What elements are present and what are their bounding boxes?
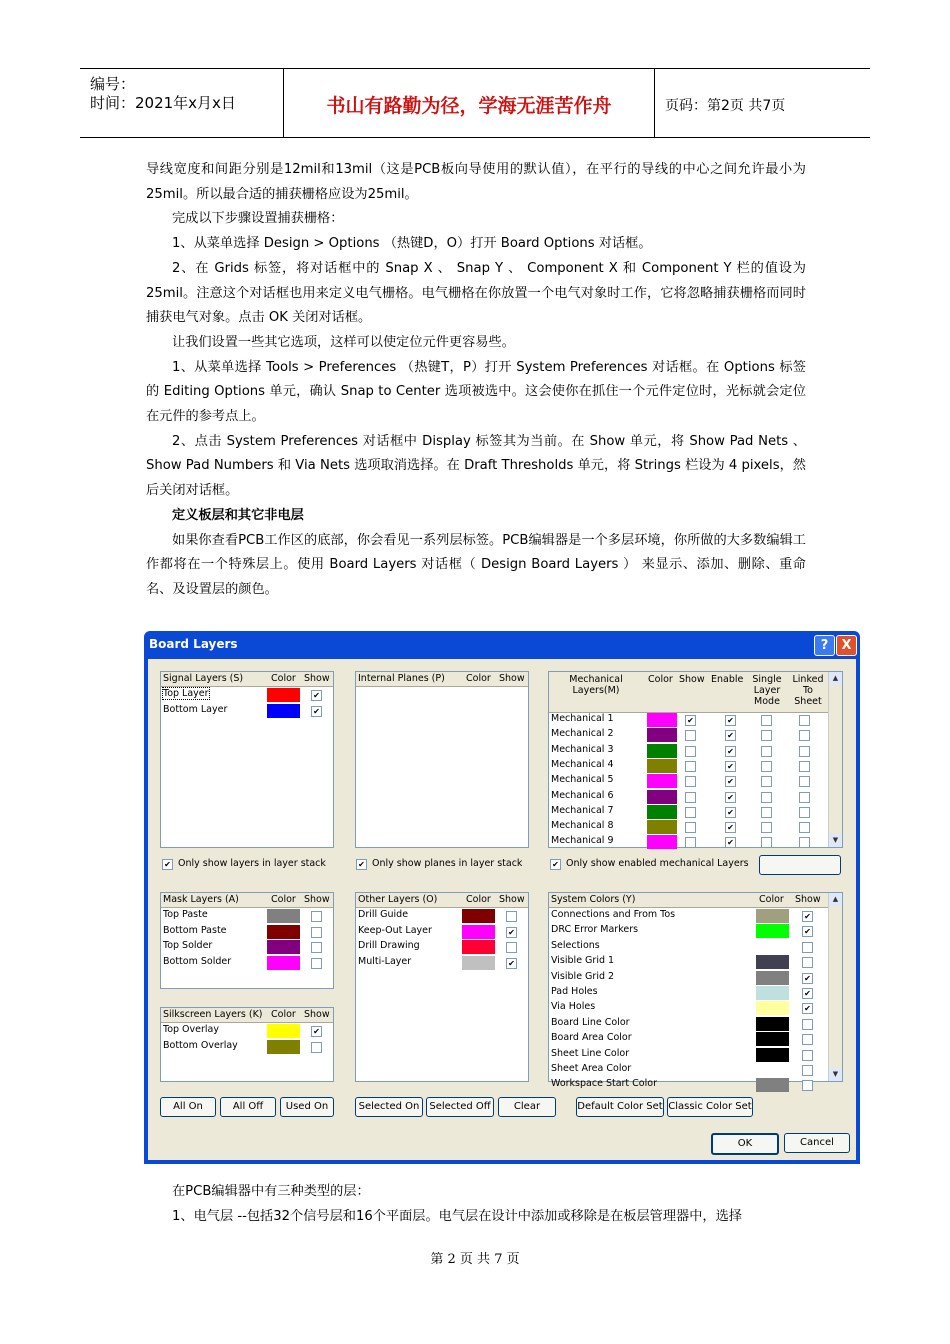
enable-checkbox[interactable]: ✔ — [725, 730, 736, 741]
silkscreen-layers-panel — [160, 1007, 334, 1082]
color-swatch[interactable] — [756, 971, 789, 985]
system-colors-panel — [548, 892, 843, 1090]
enable-checkbox[interactable]: ✔ — [725, 761, 736, 772]
dialog-titlebar — [144, 631, 860, 659]
layer-name: Mechanical 5 — [551, 774, 614, 786]
single-layer-checkbox[interactable] — [761, 776, 772, 787]
dialog-body — [148, 659, 856, 1160]
color-swatch[interactable] — [267, 940, 300, 954]
layer-name: Bottom Solder — [163, 955, 232, 967]
show-checkbox[interactable]: ✔ — [311, 690, 322, 701]
layer-name: Top Overlay — [163, 1024, 219, 1035]
color-swatch[interactable] — [756, 1001, 789, 1015]
color-swatch[interactable] — [756, 924, 789, 938]
show-checkbox[interactable]: ✔ — [311, 706, 322, 717]
linked-sheet-checkbox[interactable] — [799, 746, 810, 757]
show-checkbox[interactable] — [311, 958, 322, 969]
internal-planes-panel — [355, 671, 529, 848]
linked-sheet-checkbox[interactable] — [799, 807, 810, 818]
layer-name: Workspace Start Color — [551, 1078, 657, 1090]
column-header: Show — [304, 1009, 330, 1020]
clear-button[interactable]: Clear — [498, 1097, 556, 1117]
option-label: Only show planes in layer stack — [372, 858, 523, 869]
page-header — [80, 68, 870, 138]
show-checkbox[interactable]: ✔ — [506, 927, 517, 938]
header-left-cell — [80, 69, 284, 137]
layer-name: Sheet Area Color — [551, 1063, 632, 1074]
color-swatch[interactable] — [756, 940, 789, 954]
layer-name: Drill Drawing — [358, 940, 420, 951]
show-checkbox[interactable] — [311, 911, 322, 922]
selected-on-button[interactable]: Selected On — [355, 1097, 423, 1117]
all-off-button[interactable]: All Off — [220, 1097, 276, 1117]
layer-name: Visible Grid 2 — [551, 970, 615, 982]
linked-sheet-checkbox[interactable] — [799, 776, 810, 787]
color-swatch[interactable] — [756, 1048, 789, 1062]
layer-name: Pad Holes — [551, 986, 598, 997]
enable-checkbox[interactable]: ✔ — [725, 715, 736, 726]
color-swatch[interactable] — [267, 704, 300, 718]
scroll-down-icon[interactable]: ▼ — [829, 1068, 842, 1081]
only-show-layers-option[interactable] — [162, 858, 342, 872]
layer-name: Mechanical 6 — [551, 789, 614, 801]
linked-sheet-checkbox[interactable] — [799, 761, 810, 772]
linked-sheet-checkbox[interactable] — [799, 792, 810, 803]
layer-name: Selections — [551, 939, 600, 951]
other-layers-panel — [355, 892, 529, 1082]
color-swatch[interactable] — [267, 688, 300, 702]
color-swatch[interactable] — [267, 925, 300, 939]
default-color-set-button[interactable]: Default Color Set — [576, 1097, 664, 1117]
header-motto: 书山有路勤为径，学海无涯苦作舟 — [326, 95, 612, 117]
linked-sheet-checkbox[interactable] — [799, 837, 810, 848]
header-right-cell — [655, 69, 870, 137]
enable-checkbox[interactable]: ✔ — [725, 807, 736, 818]
show-checkbox[interactable] — [685, 730, 696, 741]
column-header: Single Layer Mode — [752, 674, 782, 707]
color-swatch[interactable] — [267, 956, 300, 970]
layer-name: Top Paste — [163, 909, 208, 920]
paragraph: 1、从菜单选择 Tools > Preferences （热键T，P）打开 System Preferences 对话框。在 Options 标签的 Editing Options 单元，确认 Snap to Center 选项被选中。这会使你在抓住一个元件定位时，光标就会定位在元件的参考点上。 — [146, 359, 806, 425]
table-header — [161, 672, 333, 687]
color-swatch[interactable] — [756, 1017, 789, 1031]
signal-layers-panel — [160, 671, 334, 848]
color-swatch[interactable] — [756, 955, 789, 969]
layer-name: Mechanical 4 — [551, 758, 614, 770]
option-label: Only show enabled mechanical Layers — [566, 858, 749, 869]
single-layer-checkbox[interactable] — [761, 792, 772, 803]
column-header: Color — [466, 894, 491, 905]
linked-sheet-checkbox[interactable] — [799, 715, 810, 726]
column-header: Silkscreen Layers (K) — [163, 1009, 263, 1020]
color-swatch[interactable] — [756, 1032, 789, 1046]
ok-button[interactable]: OK — [711, 1133, 779, 1155]
color-swatch[interactable] — [647, 790, 677, 804]
enable-checkbox[interactable]: ✔ — [725, 746, 736, 757]
single-layer-checkbox[interactable] — [761, 807, 772, 818]
color-swatch[interactable] — [462, 909, 495, 923]
show-checkbox[interactable] — [685, 746, 696, 757]
layer-name: Via Holes — [551, 1001, 596, 1013]
color-swatch[interactable] — [647, 744, 677, 758]
column-header: Show — [795, 894, 821, 905]
single-layer-checkbox[interactable] — [761, 730, 772, 741]
color-swatch[interactable] — [647, 759, 677, 773]
layer-name: Board Line Color — [551, 1016, 630, 1028]
linked-sheet-checkbox[interactable] — [799, 822, 810, 833]
column-header: Mask Layers (A) — [163, 894, 239, 905]
date-label: 时间：2021年x月x日 — [90, 94, 236, 112]
scrollbar[interactable] — [828, 672, 842, 847]
color-swatch[interactable] — [647, 820, 677, 834]
layer-name: Mechanical 9 — [551, 835, 614, 847]
color-swatch[interactable] — [756, 1078, 789, 1092]
show-checkbox[interactable]: ✔ — [685, 715, 696, 726]
section-heading: 定义板层和其它非电层 — [172, 507, 304, 523]
scroll-up-icon[interactable]: ▲ — [829, 893, 842, 906]
color-swatch[interactable] — [462, 925, 495, 939]
show-checkbox[interactable]: ✔ — [802, 988, 813, 999]
layer-name: Keep-Out Layer — [358, 924, 432, 936]
layer-name: Mechanical 8 — [551, 820, 614, 832]
column-header: Other Layers (O) — [358, 894, 438, 905]
show-checkbox[interactable] — [802, 1034, 813, 1045]
paragraph: 如果你查看PCB工作区的底部，你会看见一系列层标签。PCB编辑器是一个多层环境，你所做的大多数编辑工作都将在一个特殊层上。使用 Board Layers 对话框（ Design Board Layers ） 来显示、添加、删除、重命名、及设置层的颜色。 — [146, 532, 806, 597]
show-checkbox[interactable] — [802, 1065, 813, 1076]
layer-name: Connections and From Tos — [551, 909, 676, 920]
paragraph: 导线宽度和间距分别是12mil和13mil（这是PCB板向导使用的默认值），在平行的导线的中心之间允许最小为25mil。所以最合适的捕获栅格应设为25mil。 — [146, 162, 806, 202]
column-header: Color — [271, 1009, 296, 1020]
layer-name: Multi-Layer — [358, 955, 412, 967]
page-number-label: 页码：第2页 共7页 — [665, 98, 786, 114]
show-checkbox[interactable] — [802, 957, 813, 968]
table-header — [161, 1008, 333, 1023]
linked-sheet-checkbox[interactable] — [799, 730, 810, 741]
used-on-button[interactable]: Used On — [280, 1097, 334, 1117]
paragraph: 2、点击 System Preferences 对话框中 Display 标签其为当前。在 Show 单元，将 Show Pad Nets 、 Show Pad Numbers 和 Via Nets 选项取消选择。在 Draft Thresholds 单元，将 Strings 栏设为 4 pixels，然后关闭对话框。 — [146, 433, 806, 499]
column-header: Show — [499, 673, 525, 684]
single-layer-checkbox[interactable] — [761, 746, 772, 757]
paragraph: 1、从菜单选择 Design > Options （热键D，O）打开 Board Options 对话框。 — [172, 236, 652, 252]
show-checkbox[interactable]: ✔ — [506, 958, 517, 969]
option-checkbox[interactable]: ✔ — [356, 859, 367, 870]
show-checkbox[interactable] — [685, 792, 696, 803]
layer-pairs-button[interactable] — [759, 855, 841, 875]
enable-checkbox[interactable]: ✔ — [725, 822, 736, 833]
all-on-button[interactable]: All On — [160, 1097, 216, 1117]
color-swatch[interactable] — [756, 986, 789, 1000]
color-swatch[interactable] — [756, 1063, 789, 1077]
table-header — [356, 893, 528, 908]
show-checkbox[interactable]: ✔ — [311, 1026, 322, 1037]
code-label: 编号： — [90, 75, 136, 93]
layer-name: Mechanical 1 — [551, 713, 614, 724]
column-header: Show — [499, 894, 525, 905]
paragraph: 在PCB编辑器中有三种类型的层： — [172, 1184, 370, 1199]
show-checkbox[interactable] — [802, 1019, 813, 1030]
enable-checkbox[interactable]: ✔ — [725, 792, 736, 803]
column-header: Internal Planes (P) — [358, 673, 445, 684]
enable-checkbox[interactable]: ✔ — [725, 837, 736, 848]
single-layer-checkbox[interactable] — [761, 761, 772, 772]
enable-checkbox[interactable]: ✔ — [725, 776, 736, 787]
column-header: Signal Layers (S) — [163, 673, 244, 684]
column-header: Mechanical Layers(M) — [569, 674, 623, 696]
column-header: System Colors (Y) — [551, 894, 636, 905]
classic-color-set-button[interactable]: Classic Color Set — [667, 1097, 753, 1117]
show-checkbox[interactable] — [802, 1050, 813, 1061]
layer-name: Mechanical 2 — [551, 728, 614, 740]
show-checkbox[interactable]: ✔ — [802, 973, 813, 984]
layer-name: Mechanical 3 — [551, 743, 614, 755]
layer-name: Board Area Color — [551, 1032, 632, 1044]
option-checkbox[interactable]: ✔ — [162, 859, 173, 870]
table-header — [356, 672, 528, 687]
column-header: Enable — [711, 674, 744, 685]
selected-off-button[interactable]: Selected Off — [426, 1097, 494, 1117]
page-footer: 第 2 页 共 7 页 — [430, 1252, 520, 1267]
layer-name: Bottom Overlay — [163, 1039, 238, 1051]
layer-name: Visible Grid 1 — [551, 955, 615, 967]
column-header: Color — [271, 673, 296, 684]
body-text-bottom — [146, 1180, 806, 1229]
color-swatch[interactable] — [267, 1040, 300, 1054]
mechanical-layers-panel — [548, 671, 843, 848]
show-checkbox[interactable] — [311, 942, 322, 953]
paragraph: 2、在 Grids 标签，将对话框中的 Snap X 、 Snap Y 、 Component X 和 Component Y 栏的值设为25mil。注意这个对话框也用来定义电气栅格。电气栅格在你放置一个电气对象时工作，它将忽略捕获栅格而同时捕获电气对象。点击 OK 关闭对话框。 — [146, 260, 806, 326]
show-checkbox[interactable] — [685, 807, 696, 818]
column-header: Color — [759, 894, 784, 905]
show-checkbox[interactable] — [311, 1042, 322, 1053]
layer-name: Top Solder — [163, 940, 213, 951]
option-checkbox[interactable]: ✔ — [550, 859, 561, 870]
scroll-down-icon[interactable]: ▼ — [829, 834, 842, 847]
show-checkbox[interactable]: ✔ — [802, 911, 813, 922]
body-text-top — [146, 158, 806, 603]
show-checkbox[interactable] — [685, 837, 696, 848]
color-swatch[interactable] — [647, 805, 677, 819]
color-swatch[interactable] — [267, 1024, 300, 1038]
scrollbar[interactable] — [828, 893, 842, 1081]
cancel-button[interactable]: Cancel — [784, 1133, 850, 1153]
close-icon[interactable]: X — [836, 635, 857, 656]
only-show-planes-option[interactable] — [356, 858, 536, 872]
mask-layers-panel — [160, 892, 334, 989]
color-swatch[interactable] — [756, 909, 789, 923]
color-swatch[interactable] — [647, 774, 677, 788]
color-swatch[interactable] — [647, 713, 677, 727]
show-checkbox[interactable] — [685, 776, 696, 787]
table-header — [549, 893, 829, 908]
color-swatch[interactable] — [462, 956, 495, 970]
paragraph: 让我们设置一些其它选项，这样可以使定位元件更容易些。 — [172, 334, 515, 350]
single-layer-checkbox[interactable] — [761, 837, 772, 848]
column-header: Color — [271, 894, 296, 905]
layer-name: Sheet Line Color — [551, 1047, 630, 1059]
board-layers-dialog — [144, 631, 860, 1164]
layer-name: Top Layer — [163, 688, 209, 699]
show-checkbox[interactable] — [802, 1080, 813, 1091]
show-checkbox[interactable]: ✔ — [802, 926, 813, 937]
color-swatch[interactable] — [267, 909, 300, 923]
header-middle-cell — [284, 69, 655, 137]
layer-name: Bottom Paste — [163, 924, 227, 936]
show-checkbox[interactable] — [802, 942, 813, 953]
layer-name: DRC Error Markers — [551, 924, 639, 936]
table-header — [549, 672, 829, 713]
layer-name: Drill Guide — [358, 909, 409, 920]
single-layer-checkbox[interactable] — [761, 715, 772, 726]
layer-name: Mechanical 7 — [551, 804, 614, 816]
show-checkbox[interactable] — [311, 927, 322, 938]
paragraph: 1、电气层 --包括32个信号层和16个平面层。电气层在设计中添加或移除是在板层管理器中，选择 — [172, 1208, 742, 1224]
single-layer-checkbox[interactable] — [761, 822, 772, 833]
show-checkbox[interactable] — [685, 822, 696, 833]
help-icon[interactable]: ? — [814, 635, 835, 656]
column-header: Color — [466, 673, 491, 684]
column-header: Color — [648, 674, 673, 685]
dialog-title: Board Layers — [149, 637, 238, 651]
color-swatch[interactable] — [647, 728, 677, 742]
show-checkbox[interactable] — [506, 942, 517, 953]
show-checkbox[interactable] — [506, 911, 517, 922]
color-swatch[interactable] — [462, 940, 495, 954]
scroll-up-icon[interactable]: ▲ — [829, 672, 842, 685]
paragraph: 完成以下步骤设置捕获栅格： — [172, 211, 344, 227]
layer-name: Bottom Layer — [163, 704, 228, 715]
option-label: Only show layers in layer stack — [178, 858, 326, 869]
column-header: Show — [679, 674, 705, 685]
column-header: Show — [304, 894, 330, 905]
show-checkbox[interactable]: ✔ — [802, 1003, 813, 1014]
show-checkbox[interactable] — [685, 761, 696, 772]
color-swatch[interactable] — [647, 835, 677, 849]
only-show-mechanical-option[interactable] — [550, 858, 750, 872]
column-header: Show — [304, 673, 330, 684]
column-header: Linked To Sheet — [792, 674, 824, 707]
table-header — [161, 893, 333, 908]
